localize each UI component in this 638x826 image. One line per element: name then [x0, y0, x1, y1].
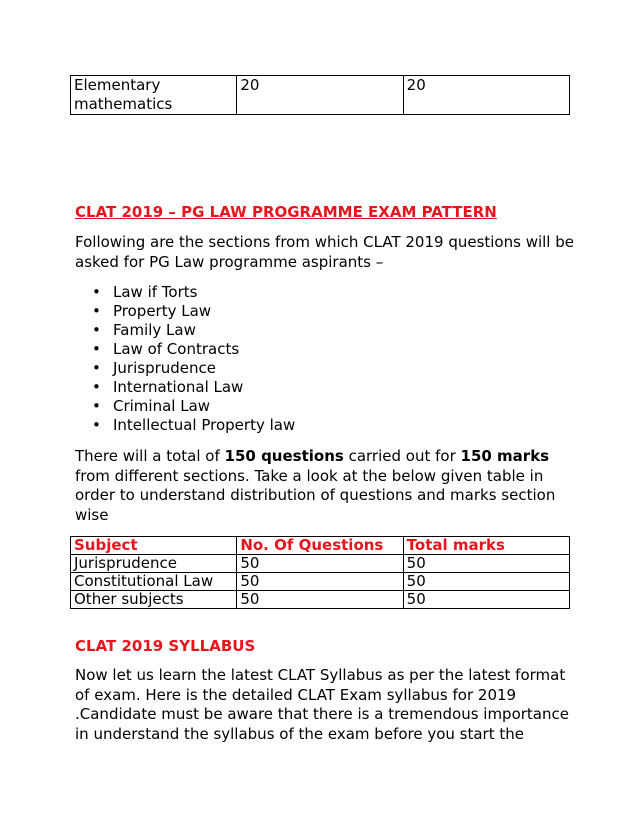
questions-count: 150 questions	[224, 447, 344, 465]
bullet: •	[92, 359, 101, 377]
bullet: •	[92, 378, 101, 396]
list-item	[75, 359, 295, 378]
pg-exam-pattern-heading: CLAT 2019 – PG LAW PROGRAMME EXAM PATTERN	[75, 203, 497, 221]
list-item-text: Family Law	[113, 321, 196, 339]
table-cell: 50	[237, 555, 403, 573]
list-item	[75, 302, 295, 321]
pg-intro-paragraph: Following are the sections from which CLAT 2019 questions will be asked for PG Law programme aspirants –	[75, 233, 574, 271]
table-cell: 50	[403, 573, 569, 591]
table-cell: 50	[237, 573, 403, 591]
cell-line: Elementary mathematics	[74, 76, 173, 113]
table-row	[71, 573, 570, 591]
table-cell: 20	[237, 76, 403, 115]
bullet: •	[92, 321, 101, 339]
list-item-text: Jurisprudence	[113, 359, 217, 377]
bullet: •	[92, 416, 101, 434]
table-cell: 20	[403, 76, 569, 115]
summary-text: carried out for	[343, 447, 461, 465]
list-item-text: Law if Torts	[113, 283, 198, 301]
bullet: •	[92, 302, 101, 320]
table-cell	[71, 76, 237, 115]
bullet: •	[92, 340, 101, 358]
marks-count: 150 marks	[460, 447, 550, 465]
pg-topics-list	[75, 283, 295, 435]
column-header: Total marks	[403, 537, 569, 555]
summary-text: from different sections. Take a look at the below given table in order to understand distribution of questions and marks section wise	[75, 466, 556, 524]
pg-summary-paragraph	[75, 447, 575, 525]
table-header-row	[71, 537, 570, 555]
list-item	[75, 397, 295, 416]
list-item-text: Law of Contracts	[113, 340, 240, 358]
bullet: •	[92, 397, 101, 415]
table-row	[71, 76, 570, 115]
summary-text: There will a total of	[75, 447, 225, 465]
list-item-text: Property Law	[113, 302, 212, 320]
list-item	[75, 283, 295, 302]
list-item	[75, 378, 295, 397]
list-item	[75, 321, 295, 340]
table-row	[71, 555, 570, 573]
table-cell: 50	[237, 591, 403, 609]
marks-distribution-table	[70, 536, 570, 609]
list-item	[75, 340, 295, 359]
table-cell: Other subjects	[71, 591, 237, 609]
table-cell: 50	[403, 555, 569, 573]
column-header: No. Of Questions	[237, 537, 403, 555]
table-row	[71, 591, 570, 609]
top-table	[70, 75, 570, 115]
list-item	[75, 416, 295, 435]
list-item-text: Criminal Law	[113, 397, 211, 415]
column-header: Subject	[71, 537, 237, 555]
table-cell: 50	[403, 591, 569, 609]
bullet: •	[92, 283, 101, 301]
syllabus-paragraph: Now let us learn the latest CLAT Syllabus as per the latest format of exam. Here is the detailed CLAT Exam syllabus for 2019 .Candidate must be aware that there is a tremendous importance in understand the syllabus of the exam before you start the	[75, 666, 569, 743]
table-cell: Jurisprudence	[71, 555, 237, 573]
table-cell: Constitutional Law	[71, 573, 237, 591]
list-item-text: Intellectual Property law	[113, 416, 296, 434]
list-item-text: International Law	[113, 378, 244, 396]
syllabus-heading: CLAT 2019 SYLLABUS	[75, 637, 256, 655]
